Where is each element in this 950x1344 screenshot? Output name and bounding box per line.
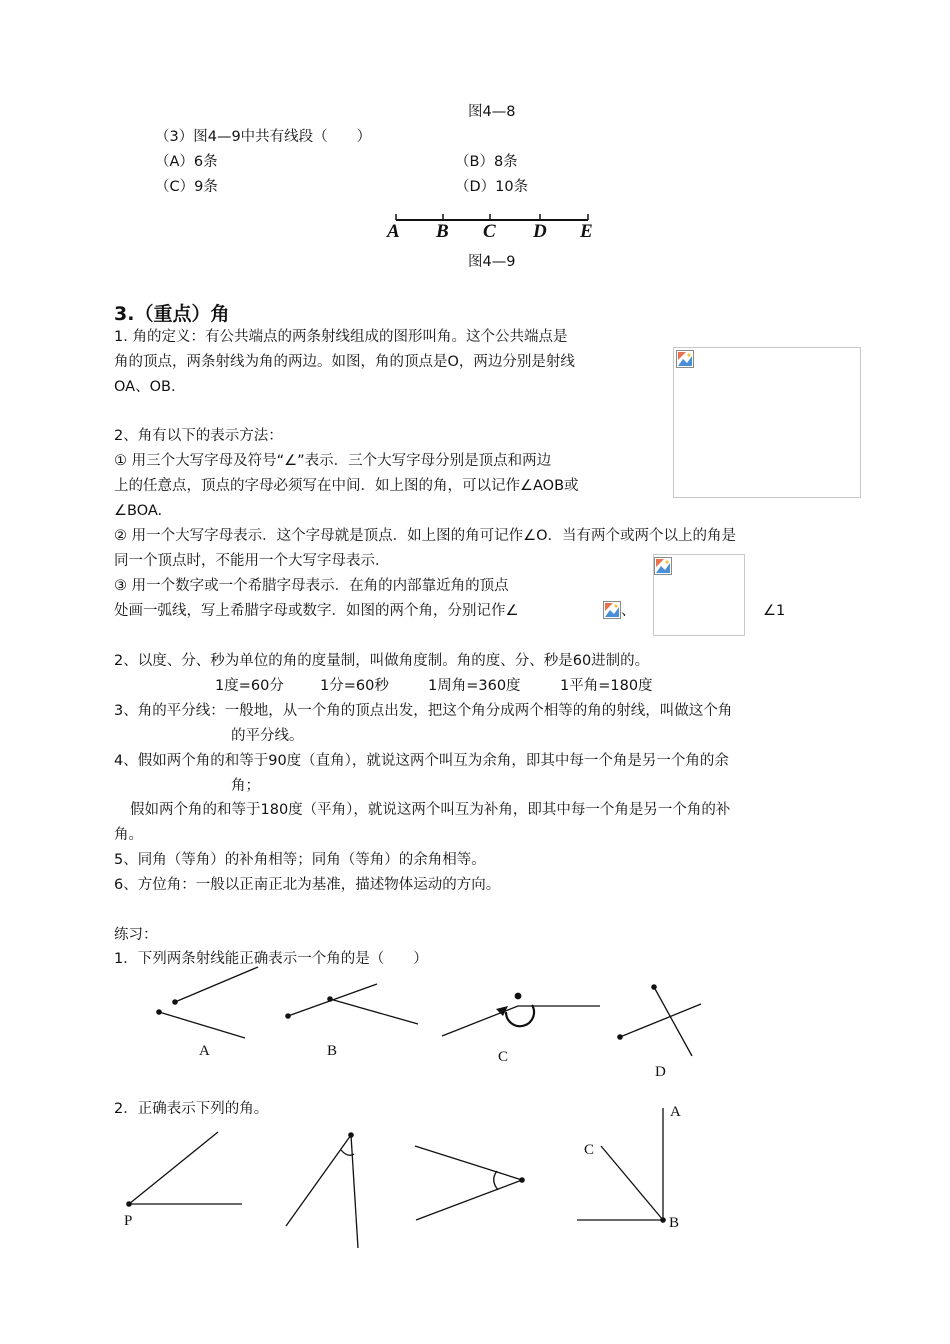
option-b: （B）8条 <box>455 154 518 170</box>
complement-line-2: 角； <box>231 778 260 794</box>
q1-label-b: B <box>327 1043 338 1059</box>
q2-label-a: A <box>670 1104 681 1120</box>
method-3-line-1: ③ 用一个数字或一个希腊字母表示．在角的内部靠近角的顶点 <box>114 578 509 594</box>
practice-question-2: 2．正确表示下列的角。 <box>114 1101 269 1117</box>
conversion-straight-angle: 1平角=180度 <box>560 678 653 694</box>
bisector-line-1: 3、角的平分线：一般地，从一个角的顶点出发，把这个角分成两个相等的角的射线，叫做这个角 <box>114 703 733 719</box>
point-label-c: C <box>483 221 496 242</box>
conversion-full-angle: 1周角=360度 <box>428 678 521 694</box>
figure-caption-4-8: 图4—8 <box>468 104 516 120</box>
rule-6: 6、方位角：一般以正南正北为基准，描述物体运动的方向。 <box>114 877 501 893</box>
point-label-a: A <box>387 221 400 242</box>
figure-angle-top-vertex <box>286 1132 358 1248</box>
option-d: （D）10条 <box>455 179 529 195</box>
figure-option-b <box>285 984 418 1024</box>
figure-caption-4-9: 图4—9 <box>468 254 516 270</box>
point-label-e: E <box>580 221 593 242</box>
figure-option-a <box>156 967 258 1038</box>
broken-image-icon <box>654 557 672 575</box>
definition-line-3: OA、OB. <box>114 379 176 395</box>
supplement-line-2: 角。 <box>114 827 143 843</box>
option-a: （A）6条 <box>155 154 218 170</box>
complement-line-1: 4、假如两个角的和等于90度（直角），就说这两个叫互为余角，即其中每一个角是另一个角的余 <box>114 753 729 769</box>
q1-label-a: A <box>199 1043 210 1059</box>
bisector-line-2: 的平分线。 <box>231 728 304 744</box>
figure-angle-abc <box>577 1108 666 1223</box>
conversion-degree: 1度=60分 <box>215 678 284 694</box>
method-2-line-1: ② 用一个大写字母表示．这个字母就是顶点．如上图的角可记作∠O．当有两个或两个以上的角是 <box>114 528 737 544</box>
practice-question-1: 1．下列两条射线能正确表示一个角的是（ ） <box>114 951 428 967</box>
method-1-line-2: 上的任意点，顶点的字母必须写在中间．如上图的角，可以记作∠AOB或 <box>114 478 579 494</box>
conversion-minute: 1分=60秒 <box>320 678 389 694</box>
angle-1-label: ∠1 <box>763 603 786 619</box>
definition-line-1: 1. 角的定义：有公共端点的两条射线组成的图形叫角。这个公共端点是 <box>114 329 568 345</box>
practice-title: 练习： <box>114 927 158 943</box>
notation-intro: 2、角有以下的表示方法： <box>114 428 283 444</box>
figure-angle-p <box>126 1132 242 1207</box>
measure-line-1: 2、以度、分、秒为单位的角的度量制，叫做角度制。角的度、分、秒是60进制的。 <box>114 653 650 669</box>
q1-label-d: D <box>655 1064 666 1080</box>
q2-label-c: C <box>584 1142 595 1158</box>
question-2-figures <box>110 1100 700 1260</box>
section-title: 3.（重点）角 <box>114 303 230 325</box>
method-3-separator: 、 <box>621 603 636 619</box>
point-label-d: D <box>533 221 547 242</box>
definition-line-2: 角的顶点，两条射线为角的两边。如图，角的顶点是O，两边分别是射线 <box>114 354 575 370</box>
supplement-line-1: 假如两个角的和等于180度（平角），就说这两个叫互为补角，即其中每一个角是另一个角的补 <box>130 802 731 818</box>
q2-label-b: B <box>669 1215 680 1231</box>
broken-image-icon <box>676 350 694 368</box>
method-1-line-1: ① 用三个大写字母及符号“∠”表示．三个大写字母分别是顶点和两边 <box>114 453 552 469</box>
figure-option-c <box>442 993 600 1036</box>
q1-label-c: C <box>498 1049 509 1065</box>
point-label-b: B <box>436 221 449 242</box>
angle-aob-image <box>673 347 861 498</box>
question-1-figures <box>140 965 730 1070</box>
method-2-line-2: 同一个顶点时，不能用一个大写字母表示． <box>114 553 390 569</box>
broken-image-icon <box>603 601 621 619</box>
rule-5: 5、同角（等角）的补角相等；同角（等角）的余角相等。 <box>114 852 486 868</box>
question-3-stem: （3）图4—9中共有线段（ ） <box>155 129 372 145</box>
figure-option-d <box>617 984 701 1056</box>
method-1-line-3: ∠BOA. <box>114 503 163 519</box>
method-3-line-2: 处画一弧线，写上希腊字母或数字．如图的两个角，分别记作∠ <box>114 603 519 619</box>
figure-angle-right-vertex <box>415 1146 525 1220</box>
option-c: （C）9条 <box>155 179 218 195</box>
two-angles-image <box>653 554 745 636</box>
q2-label-p: P <box>124 1213 133 1229</box>
